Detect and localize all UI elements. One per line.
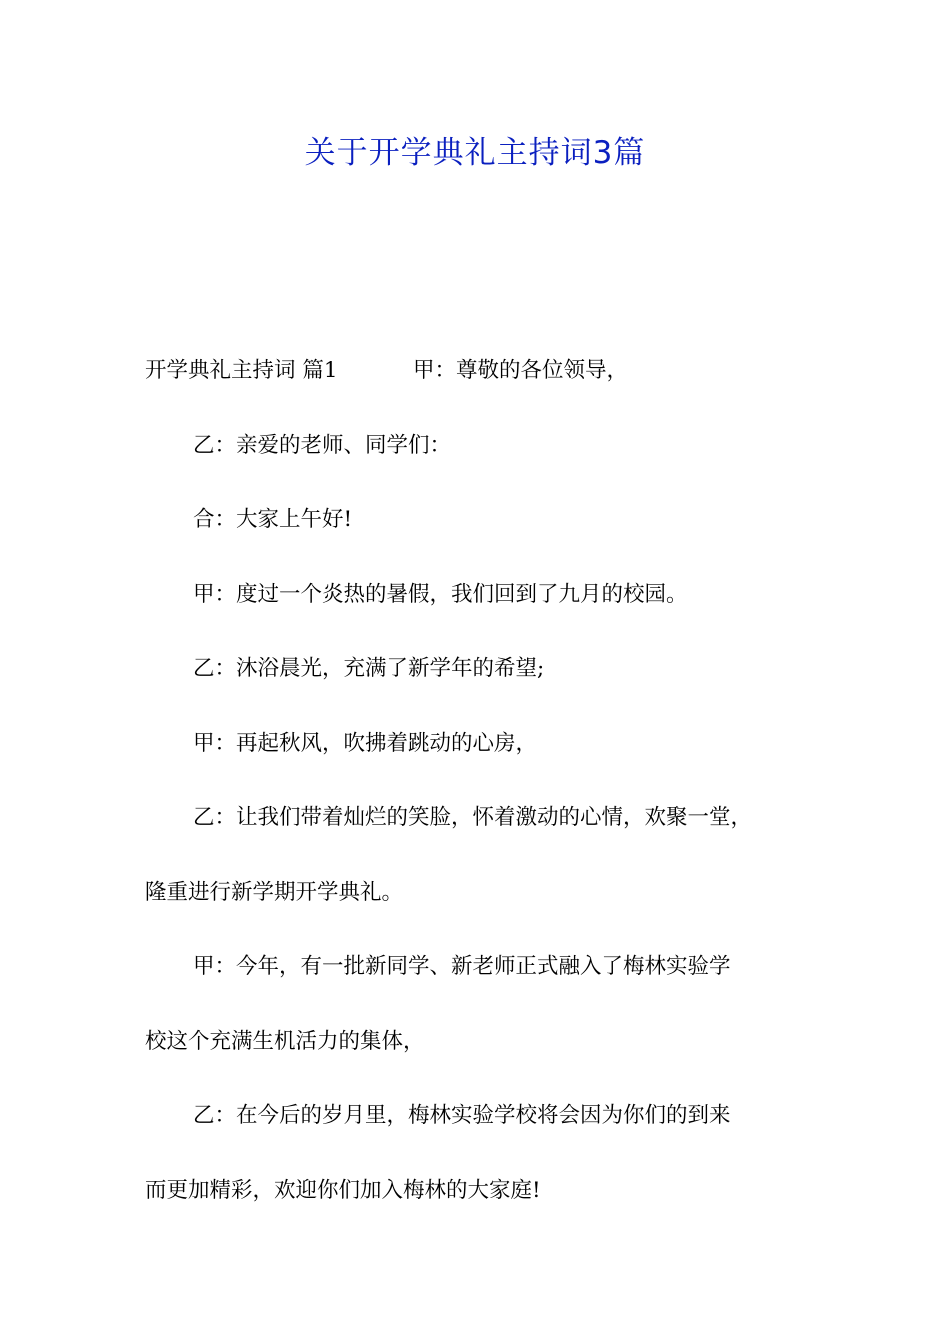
dialogue-line: 甲：再起秋风，吹拂着跳动的心房，: [193, 730, 538, 756]
dialogue-line: 乙：让我们带着灿烂的笑脸，怀着激动的心情，欢聚一堂，: [193, 805, 753, 830]
dialogue-line: 乙：亲爱的老师、同学们：: [193, 432, 452, 458]
paragraph-line: [145, 334, 825, 409]
dialogue-line: 甲：今年，有一批新同学、新老师正式融入了梅林实验学: [193, 954, 731, 979]
dialogue-continuation: 而更加精彩，欢迎你们加入梅林的大家庭!: [145, 1177, 541, 1203]
dialogue-continuation: 隆重进行新学期开学典礼。: [145, 879, 404, 905]
section-heading: 开学典礼主持词 篇1: [145, 358, 338, 383]
dialogue-line: 甲：度过一个炎热的暑假，我们回到了九月的校园。: [193, 581, 688, 607]
document-title: 关于开学典礼主持词3篇: [304, 135, 646, 171]
dialogue-continuation: 校这个充满生机活力的集体，: [145, 1028, 425, 1054]
dialogue-line: 乙：沐浴晨光，充满了新学年的希望;: [193, 656, 545, 681]
dialogue-line: 甲：尊敬的各位领导，: [413, 358, 629, 383]
document-body: [145, 334, 825, 1228]
dialogue-line: 乙：在今后的岁月里，梅林实验学校将会因为你们的到来: [193, 1103, 731, 1128]
dialogue-line: 合：大家上午好!: [193, 507, 353, 532]
